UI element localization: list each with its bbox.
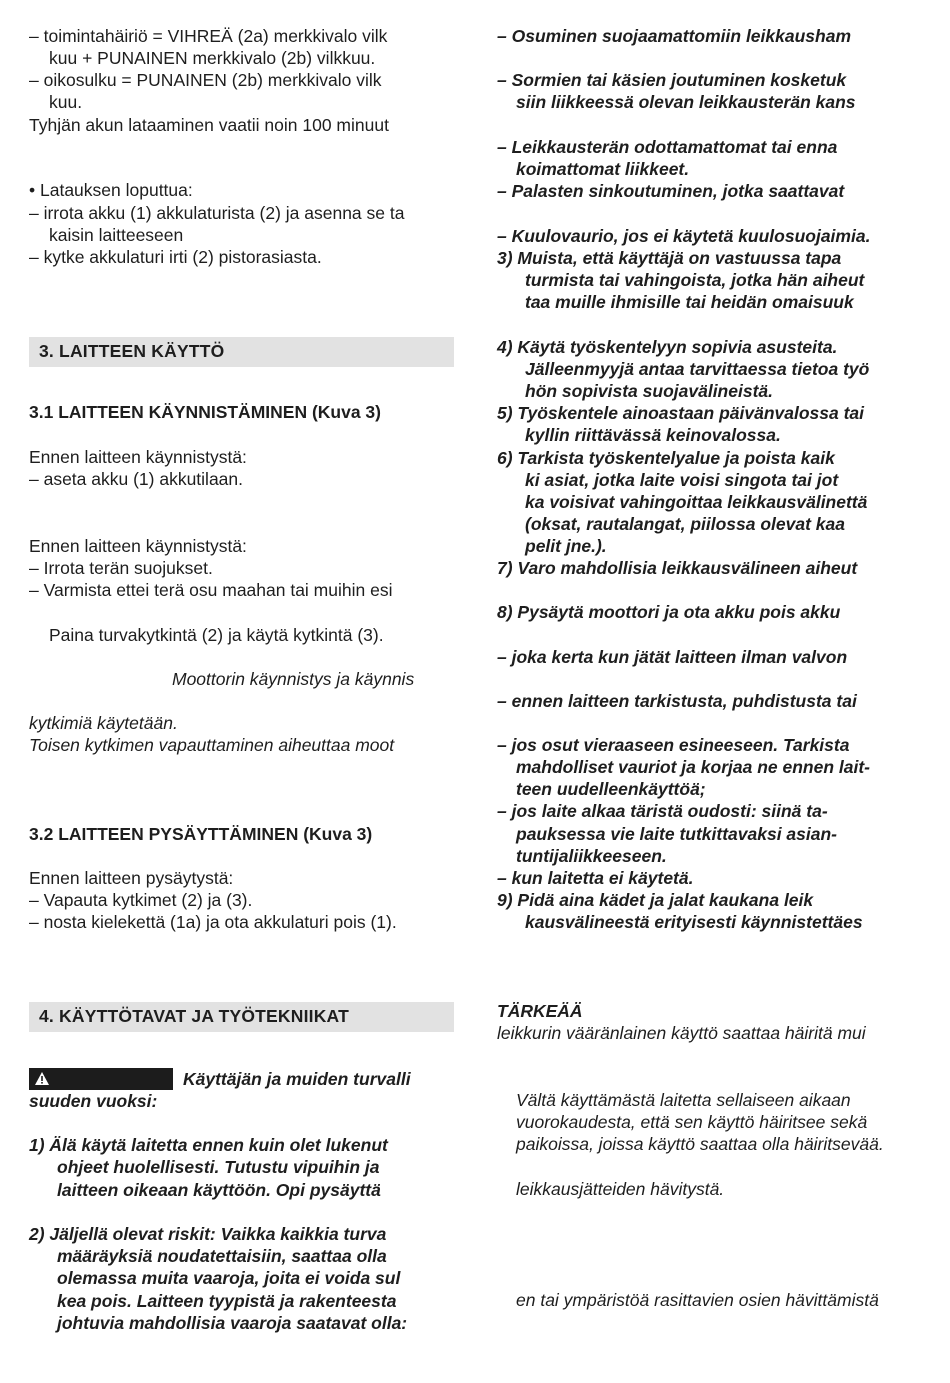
important-text: leikkurin vääränlainen käyttö saattaa häiritä mui xyxy=(497,1023,866,1043)
list-item-1-line: laitteen oikeaan käyttöön. Opi pysäyttä xyxy=(57,1180,381,1200)
stop-case: – jos osut vieraaseen esineeseen. Tarkista xyxy=(497,735,850,755)
text-line: Ennen laitteen käynnistystä: xyxy=(29,447,247,467)
important-title: TÄRKEÄÄ xyxy=(497,1001,583,1021)
risk-item: – Leikkausterän odottamattomat tai enna xyxy=(497,137,838,157)
list-item-2-line: määräyksiä noudatettaisiin, saattaa olla xyxy=(57,1246,387,1266)
warning-label xyxy=(29,1068,173,1090)
list-item-2-line: kea pois. Laitteen tyypistä ja rakenteesta xyxy=(57,1291,397,1311)
section-3-2-title: 3.2 LAITTEEN PYSÄYTTÄMINEN (Kuva 3) xyxy=(29,824,373,844)
stop-case-line: tuntijaliikkeeseen. xyxy=(516,846,667,866)
text-line: – toimintahäiriö = VIHREÄ (2a) merkkivalo vilk xyxy=(29,26,388,46)
section-4-heading xyxy=(29,1002,454,1032)
list-item-7: 7) Varo mahdollisia leikkausvälineen aiheut xyxy=(497,558,858,578)
stop-case: – jos laite alkaa täristä oudosti: siinä ta- xyxy=(497,801,828,821)
avoid-text: Vältä käyttämästä laitetta sellaiseen aikaan xyxy=(516,1090,851,1110)
text-line: Ennen laitteen käynnistystä: xyxy=(29,536,247,556)
risk-item: – Sormien tai käsien joutuminen kosketuk xyxy=(497,70,847,90)
text-line: – oikosulku = PUNAINEN (2b) merkkivalo vilk xyxy=(29,70,382,90)
avoid-text: vuorokaudesta, että sen käyttö häiritsee sekä xyxy=(516,1112,868,1132)
list-item-9-line: kausvälineestä erityisesti käynnistettäes xyxy=(525,912,863,932)
list-item-1-line: ohjeet huolellisesti. Tutustu vipuihin ja xyxy=(57,1157,380,1177)
list-item-6: 6) Tarkista työskentelyalue ja poista kaik xyxy=(497,448,835,468)
list-item-8: 8) Pysäytä moottori ja ota akku pois akku xyxy=(497,602,841,622)
environment-text: en tai ympäristöä rasittavien osien hävittämistä xyxy=(516,1290,879,1310)
motor-note: Moottorin käynnistys ja käynnis xyxy=(172,669,415,689)
text-line: Tyhjän akun lataaminen vaatii noin 100 minuut xyxy=(29,115,389,135)
avoid-text: paikoissa, joissa käyttö saattaa olla häiritsevää. xyxy=(516,1134,884,1154)
text-line: kuu + PUNAINEN merkkivalo (2b) vilkkuu. xyxy=(49,48,376,68)
stop-case-line: teen uudelleenkäyttöä; xyxy=(516,779,706,799)
text-line: – aseta akku (1) akkutilaan. xyxy=(29,469,244,489)
list-item-5: 5) Työskentele ainoastaan päivänvalossa tai xyxy=(497,403,865,423)
list-item-2-line: olemassa muita vaaroja, joita ei voida sul xyxy=(57,1268,401,1288)
list-item-5-line: kyllin riittävässä keinovalossa. xyxy=(525,425,781,445)
section-3-1-title: 3.1 LAITTEEN KÄYNNISTÄMINEN (Kuva 3) xyxy=(29,402,381,422)
text-line: – Varmista ettei terä osu maahan tai muihin esi xyxy=(29,580,393,600)
text-line: – Irrota terän suojukset. xyxy=(29,558,213,578)
risk-item: – Kuulovaurio, jos ei käytetä kuulosuojaimia. xyxy=(497,226,871,246)
switch-note: kytkimiä käytetään. xyxy=(29,713,178,733)
risk-item: – Palasten sinkoutuminen, jotka saattavat xyxy=(497,181,845,201)
list-item-6-line: (oksat, rautalangat, piilossa olevat kaa xyxy=(525,514,845,534)
warning-text: suuden vuoksi: xyxy=(29,1091,158,1111)
list-item-4: 4) Käytä työskentelyyn sopivia asusteita. xyxy=(497,337,838,357)
text-line: – irrota akku (1) akkulaturista (2) ja asenna se ta xyxy=(29,203,405,223)
stop-case: – kun laitetta ei käytetä. xyxy=(497,868,694,888)
list-item-3: 3) Muista, että käyttäjä on vastuussa tapa xyxy=(497,248,842,268)
warning-text: Käyttäjän ja muiden turvalli xyxy=(183,1069,411,1089)
section-3-title: 3. LAITTEEN KÄYTTÖ xyxy=(39,341,225,361)
list-item-6-line: ka voisivat vahingoittaa leikkausvälinettä xyxy=(525,492,868,512)
list-item-6-line: ki asiat, jotka laite voisi singota tai jot xyxy=(525,470,839,490)
risk-item: – Osuminen suojaamattomiin leikkausham xyxy=(497,26,851,46)
list-item-3-line: turmista tai vahingoista, jotka hän aiheut xyxy=(525,270,865,290)
section-3-heading xyxy=(29,337,454,367)
text-line: Paina turvakytkintä (2) ja käytä kytkintä (3). xyxy=(49,625,384,645)
text-line: – nosta kielekettä (1a) ja ota akkulaturi pois (1). xyxy=(29,912,397,932)
list-item-4-line: hön sopivista suojavälineistä. xyxy=(525,381,773,401)
stop-case: – joka kerta kun jätät laitteen ilman valvon xyxy=(497,647,848,667)
stop-case-line: pauksessa vie laite tutkittavaksi asian- xyxy=(516,824,837,844)
switch-note: Toisen kytkimen vapauttaminen aiheuttaa moot xyxy=(29,735,395,755)
text-line: • Latauksen loputtua: xyxy=(29,180,193,200)
waste-text: leikkausjätteiden hävitystä. xyxy=(516,1179,725,1199)
section-4-title: 4. KÄYTTÖTAVAT JA TYÖTEKNIIKAT xyxy=(39,1006,349,1026)
risk-item-line: siin liikkeessä olevan leikkausterän kans xyxy=(516,92,856,112)
list-item-4-line: Jälleenmyyjä antaa tarvittaessa tietoa työ xyxy=(525,359,870,379)
text-line: – kytke akkulaturi irti (2) pistorasiasta. xyxy=(29,247,322,267)
list-item-2: 2) Jäljellä olevat riskit: Vaikka kaikkia turva xyxy=(29,1224,387,1244)
text-line: – Vapauta kytkimet (2) ja (3). xyxy=(29,890,253,910)
text-line: kaisin laitteeseen xyxy=(49,225,184,245)
list-item-6-line: pelit jne.). xyxy=(525,536,607,556)
stop-case-line: mahdolliset vauriot ja korjaa ne ennen lait- xyxy=(516,757,870,777)
list-item-1: 1) Älä käytä laitetta ennen kuin olet lukenut xyxy=(29,1135,388,1155)
risk-item-line: koimattomat liikkeet. xyxy=(516,159,690,179)
list-item-3-line: taa muille ihmisille tai heidän omaisuuk xyxy=(525,292,854,312)
text-line: Ennen laitteen pysäytystä: xyxy=(29,868,234,888)
text-line: kuu. xyxy=(49,92,83,112)
list-item-2-line: johtuvia mahdollisia vaaroja saatavat olla: xyxy=(57,1313,408,1333)
warning-triangle-icon xyxy=(34,1071,50,1086)
stop-case: – ennen laitteen tarkistusta, puhdistusta tai xyxy=(497,691,857,711)
list-item-9: 9) Pidä aina kädet ja jalat kaukana leik xyxy=(497,890,814,910)
